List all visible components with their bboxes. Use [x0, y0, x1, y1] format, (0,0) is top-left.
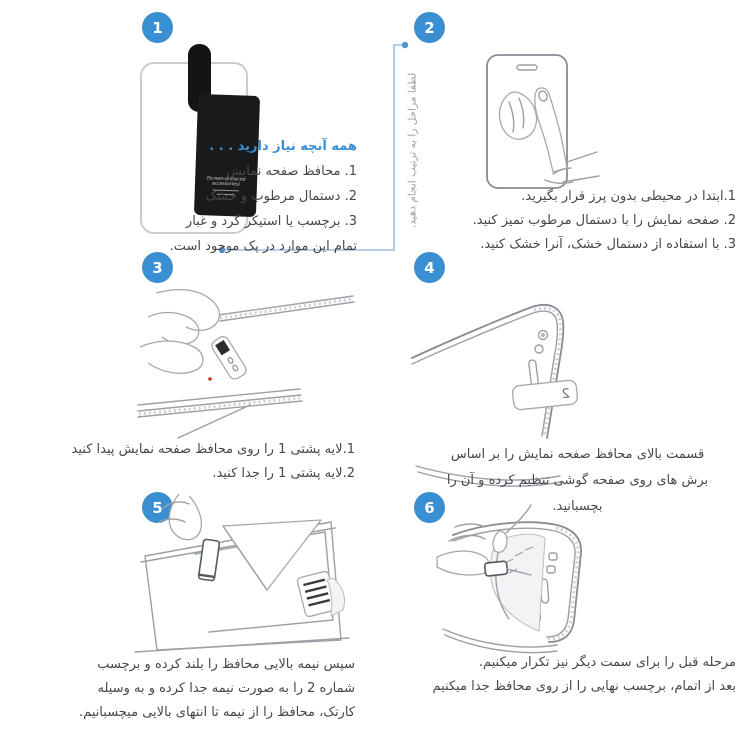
step2-badge: 2 — [414, 12, 445, 43]
instruction-line: 2. دستمال مرطوب و خشک — [205, 189, 357, 204]
step5-caption — [79, 653, 355, 725]
order-note-vertical: لطفا مراحل را به ترتیب انجام دهید. — [406, 72, 419, 229]
phone-speaker — [517, 65, 537, 70]
finger-sketch — [169, 494, 201, 540]
side-button — [547, 566, 555, 573]
step1-caption — [170, 134, 357, 259]
protector-bottom-edge — [138, 389, 302, 417]
accessory-card-label: (Screen-protector accessories) — [206, 176, 247, 188]
instruction-line: تمام این موارد در پک موجود است. — [169, 239, 357, 254]
tab-number-label: 2 — [561, 386, 571, 403]
step6-badge: 6 — [414, 492, 445, 523]
edge-hatching — [220, 299, 352, 318]
finger-sketch — [437, 551, 490, 575]
side-button — [539, 331, 548, 340]
step6-caption — [432, 651, 736, 699]
phone-corner-inner — [412, 311, 557, 436]
bottom-edge — [443, 629, 557, 653]
side-button — [549, 553, 557, 560]
instruction-line: 2. صفحه نمایش را با دستمال مرطوب تمیز کنید. — [472, 213, 736, 228]
alignment-tab — [512, 380, 578, 411]
step3-badge: 3 — [142, 252, 173, 283]
backing-tab — [210, 334, 249, 381]
step4-badge: 4 — [414, 252, 445, 283]
step2-caption — [473, 185, 736, 257]
instruction-line: بچسبانید. — [552, 499, 603, 514]
instruction-line: بعد از اتمام، برچسب نهایی را از روی محافظ جدا میکنیم — [432, 679, 736, 694]
instruction-line: 1. محافظ صفحه نمایش — [226, 164, 357, 179]
edge-hatching — [534, 308, 560, 437]
red-mark — [208, 377, 212, 381]
step3-caption — [72, 438, 355, 486]
step1-badge: 1 — [142, 12, 173, 43]
step1-heading: همه آنچه نیاز دارید . . . — [209, 139, 357, 154]
instruction-line: برش های روی صفحه گوشی تنظیم کرده و آن را — [446, 473, 709, 488]
instruction-line: 3. برچسب یا استیکر گرد و غبار — [185, 214, 357, 229]
pull-tab — [484, 561, 507, 576]
cleaning-cloth — [499, 92, 536, 139]
side-button-dot — [542, 334, 544, 336]
instruction-line: 1.لایه پشتی 1 را روی محافظ صفحه نمایش پیدا کنید — [71, 442, 355, 457]
step3-illustration — [138, 283, 363, 438]
instruction-line: 1.ابتدا در محیطی بدون پرز قرار بگیرید. — [521, 189, 736, 204]
instruction-line: سپس نیمه بالایی محافظ را بلند کرده و برچسب — [97, 657, 355, 672]
instruction-line: 3. با استفاده از دستمال خشک، آنرا خشک کنید. — [480, 237, 736, 252]
finger-sketch — [140, 341, 203, 373]
instruction-line: کارتک، محافظ را از نیمه تا انتهای بالایی میچسبانیم. — [78, 705, 355, 720]
instruction-line: مرحله قبل را برای سمت دیگر نیز تکرار میکنیم. — [478, 655, 736, 670]
lifted-tab — [493, 531, 507, 552]
phone-corner-outline — [412, 305, 563, 438]
side-button — [535, 345, 543, 353]
step5-illustration — [135, 492, 355, 660]
step2-illustration — [475, 50, 605, 195]
thumb-sketch — [148, 290, 220, 344]
volume-pill — [528, 360, 538, 387]
instruction-line: 2.لایه پشتی 1 را جدا کنید. — [212, 466, 355, 481]
step5-badge: 5 — [142, 492, 173, 523]
step6-illustration — [435, 505, 605, 660]
finger-sketch — [535, 88, 567, 172]
instruction-line: شماره 2 را به صورت نیمه جدا کرده و به وسیله — [97, 681, 355, 696]
instruction-line: قسمت بالای محافظ صفحه نمایش را بر اساس — [450, 447, 705, 462]
edge-hatching — [139, 398, 300, 414]
